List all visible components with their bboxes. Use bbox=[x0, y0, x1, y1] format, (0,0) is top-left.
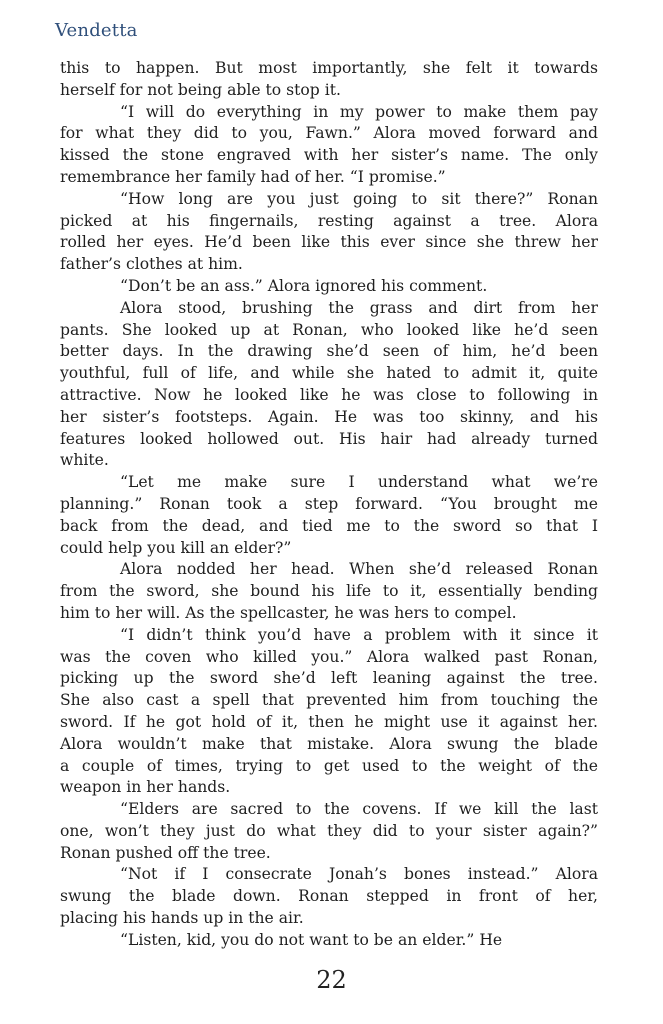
text-line: father’s clothes at him. bbox=[60, 255, 243, 274]
text-line: features looked hollowed out. His hair had already turned bbox=[60, 429, 598, 448]
body-text bbox=[60, 58, 598, 952]
text-line: back from the dead, and tied me to the sword so that I bbox=[60, 516, 598, 535]
paragraph-first-line: “Don’t be an ass.” Alora ignored his comment. bbox=[120, 276, 488, 295]
text-line: one, won’t they just do what they did to your sister again?” bbox=[60, 821, 598, 840]
text-line: planning.” Ronan took a step forward. “You brought me bbox=[60, 494, 598, 513]
paragraph-first-line: “Elders are sacred to the covens. If we kill the last bbox=[120, 800, 598, 819]
text-line: better days. In the drawing she’d seen of him, he’d been bbox=[60, 342, 598, 361]
text-line: from the sword, she bound his life to it, essentially bending bbox=[60, 582, 598, 601]
text-line: weapon in her hands. bbox=[60, 778, 231, 797]
text-line: placing his hands up in the air. bbox=[60, 909, 304, 928]
paragraph-first-line: “Listen, kid, you do not want to be an elder.” He bbox=[120, 930, 503, 949]
text-line: pants. She looked up at Ronan, who looked like he’d seen bbox=[60, 320, 598, 339]
text-line: Alora wouldn’t make that mistake. Alora swung the blade bbox=[60, 734, 598, 753]
text-line: remembrance her family had of her. “I promise.” bbox=[60, 167, 446, 186]
text-line: Ronan pushed off the tree. bbox=[60, 843, 271, 862]
paragraph-first-line: “How long are you just going to sit there?” Ronan bbox=[120, 189, 598, 208]
text-line: a couple of times, trying to get used to the weight of the bbox=[60, 756, 598, 775]
text-line: could help you kill an elder?” bbox=[60, 538, 292, 557]
text-line: white. bbox=[60, 451, 109, 470]
paragraph-first-line: “Let me make sure I understand what we’re bbox=[120, 473, 598, 492]
paragraph-first-line: “Not if I consecrate Jonah’s bones instead.” Alora bbox=[120, 865, 598, 884]
running-header-title: Vendetta bbox=[55, 20, 138, 41]
text-line: She also cast a spell that prevented him from touching the bbox=[60, 691, 598, 710]
paragraph-first-line: Alora nodded her head. When she’d released Ronan bbox=[120, 560, 598, 579]
text-line: him to her will. As the spellcaster, he was hers to compel. bbox=[60, 603, 517, 622]
text-line: picking up the sword she’d left leaning against the tree. bbox=[60, 669, 598, 688]
text-line: for what they did to you, Fawn.” Alora moved forward and bbox=[60, 124, 598, 143]
text-line: sword. If he got hold of it, then he might use it against her. bbox=[60, 712, 598, 731]
text-line: kissed the stone engraved with her sister’s name. The only bbox=[60, 146, 598, 165]
text-line: was the coven who killed you.” Alora walked past Ronan, bbox=[60, 647, 598, 666]
page-number: 22 bbox=[316, 966, 347, 994]
text-line: picked at his fingernails, resting against a tree. Alora bbox=[60, 211, 598, 230]
text-line: attractive. Now he looked like he was close to following in bbox=[60, 385, 598, 404]
text-line: herself for not being able to stop it. bbox=[60, 80, 341, 99]
text-line: this to happen. But most importantly, she felt it towards bbox=[60, 59, 598, 77]
text-line: her sister’s footsteps. Again. He was too skinny, and his bbox=[60, 407, 598, 426]
paragraph-first-line: Alora stood, brushing the grass and dirt from her bbox=[120, 298, 598, 317]
text-line: swung the blade down. Ronan stepped in front of her, bbox=[60, 887, 598, 906]
text-line: youthful, full of life, and while she hated to admit it, quite bbox=[60, 364, 598, 383]
paragraph-first-line: “I didn’t think you’d have a problem with it since it bbox=[120, 625, 598, 644]
text-line: rolled her eyes. He’d been like this ever since she threw her bbox=[60, 233, 598, 252]
paragraph-first-line: “I will do everything in my power to make them pay bbox=[120, 102, 598, 121]
